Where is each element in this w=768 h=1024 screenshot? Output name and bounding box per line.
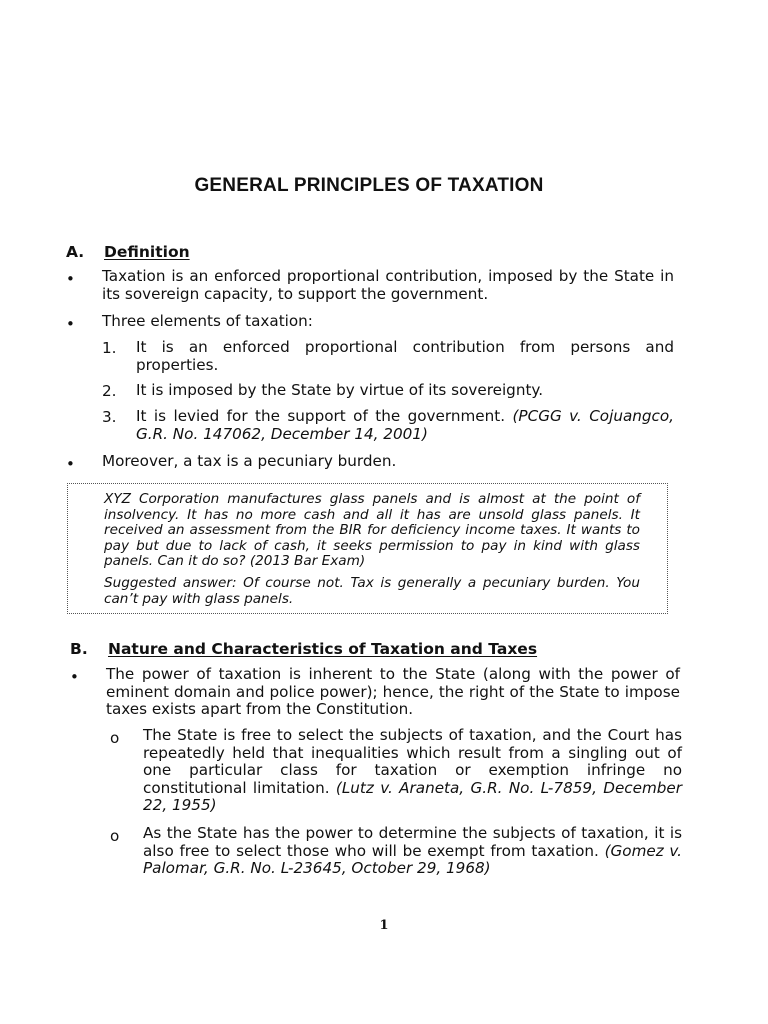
suggested-answer: Suggested answer: Of course not. Tax is generally a pecuniary burden. You can’t pay with glass panels. — [104, 575, 640, 607]
list-number: 1. — [102, 339, 117, 357]
list-item-text — [136, 382, 674, 400]
list-number: 2. — [102, 382, 117, 400]
bar-exam-box — [67, 483, 668, 614]
bullet-text: Moreover, a tax is a pecuniary burden. — [102, 452, 397, 470]
sub-text: As the State has the power to determine the subjects of taxation, it is also free to select those who will be exempt from taxation. — [143, 824, 682, 860]
element-text: It is levied for the support of the government. — [136, 407, 513, 425]
section-letter: B. — [70, 640, 88, 658]
case-citation: (PCGG v. Cojuangco, G.R. No. 147062, December 14, 2001) — [136, 407, 674, 443]
sub-bullet-icon: o — [110, 729, 120, 747]
bullet-icon: • — [66, 315, 75, 333]
bullet-text: Taxation is an enforced proportional contribution, imposed by the State in its sovereign capacity, to support the government. — [102, 267, 674, 303]
bullet-icon: • — [70, 668, 79, 686]
list-number: 3. — [102, 408, 117, 426]
sub-item-text — [143, 727, 682, 815]
page-title: GENERAL PRINCIPLES OF TAXATION — [194, 175, 544, 196]
bullet-text: Three elements of taxation: — [102, 312, 313, 330]
sub-text: The State is free to select the subjects of taxation, and the Court has repeatedly held that inequalities which result from a singling out of one particular class for taxation or exemption infringe no constitutional limitation. — [143, 726, 682, 797]
element-text: It is imposed by the State by virtue of its sovereignty. — [136, 381, 544, 399]
section-title: Nature and Characteristics of Taxation and Taxes — [108, 640, 538, 658]
list-item-text — [136, 408, 674, 443]
bar-question: XYZ Corporation manufactures glass panels and is almost at the point of insolvency. It has no more cash and all it has are unsold glass panels. It received an assessment from the BIR for deficiency income taxes. It wants to pay but due to lack of cash, it seeks permission to pay in kind with glass panels. Can it do so? (2013 Bar Exam) — [104, 491, 640, 570]
bullet-icon: • — [66, 455, 75, 473]
sub-bullet-icon: o — [110, 827, 120, 845]
section-title: Definition — [104, 243, 190, 261]
section-a-heading — [66, 243, 190, 261]
case-citation: (Gomez v. Palomar, G.R. No. L-23645, October 29, 1968) — [143, 841, 682, 877]
section-b-heading — [70, 640, 537, 658]
section-letter: A. — [66, 243, 85, 261]
list-item-text — [136, 339, 674, 374]
sub-item-text — [143, 825, 682, 878]
element-text: It is an enforced proportional contribution from persons and properties. — [136, 338, 674, 374]
page-number: 1 — [379, 918, 389, 933]
bullet-icon: • — [66, 270, 75, 288]
case-citation: (Lutz v. Araneta, G.R. No. L-7859, December 22, 1955) — [143, 778, 683, 814]
bullet-text: The power of taxation is inherent to the State (along with the power of eminent domain and police power); hence, the right of the State to impose taxes exists apart from the Constitution. — [106, 665, 680, 718]
